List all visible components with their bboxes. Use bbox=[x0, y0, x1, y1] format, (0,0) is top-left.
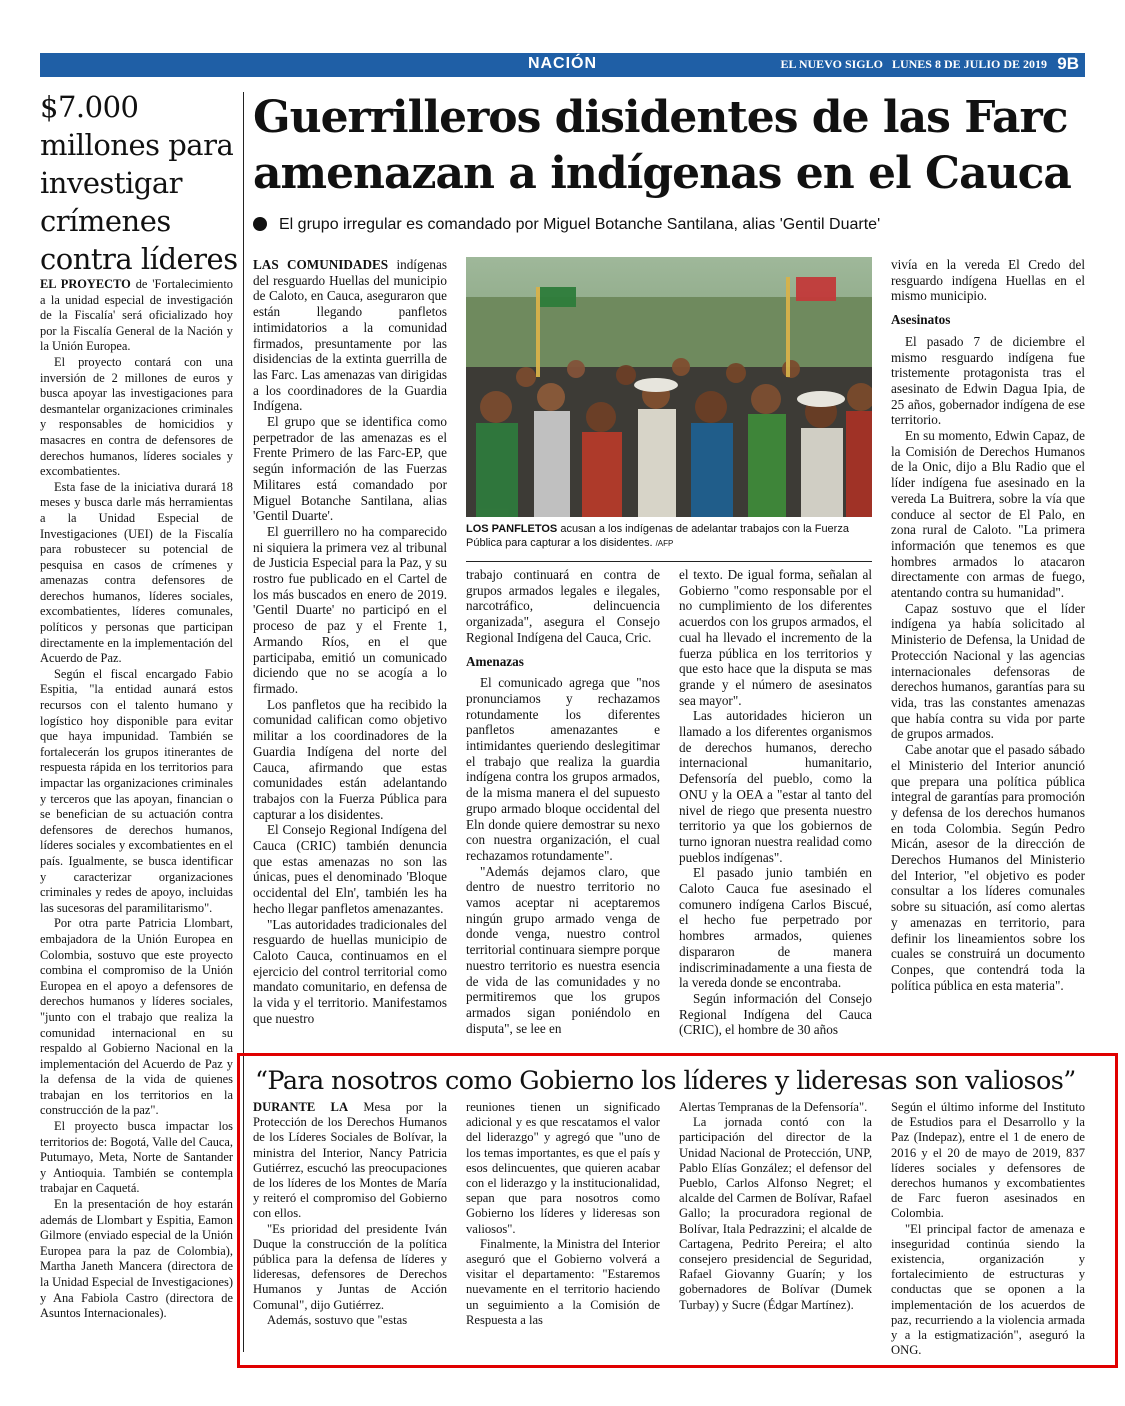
headline-line: Guerrilleros disidentes de las Farc bbox=[253, 92, 1068, 143]
caption-text: acusan a los indígenas de adelantar trabajos con la Fuerza Pública para capturar a los disidentes. bbox=[466, 523, 849, 549]
article-paragraph: "Además dejamos claro, que dentro de nuestro territorio no vamos aceptar ni aceptaremos ningún grupo armado venga de donde venga, nuestro control territorial continuara siempre porque nuestro territorio es nuestra esencia de vida de las comunidades y no permitiremos que los grupos armados sigan poniéndolo en disputa", se lee en bbox=[466, 863, 660, 1036]
page-header-bar bbox=[40, 53, 1085, 77]
sidebar-lead: EL PROYECTO bbox=[40, 277, 131, 291]
sidebar-paragraph: Según el fiscal encargado Fabio Espitia, "la entidad aunará estos recursos con el talento humano y logístico hoy disponible para evitar que haya impunidad. También se fortalecerán los grupos itinerantes de respuesta rápida en los territorios para impactar las organizaciones criminales y terceros que las apoyan, financian o se benefician de su actuación contra defensores de derechos humanos, líderes sociales y excombatientes en el país. Igualmente, se busca identificar y caracterizar organizaciones criminales y redes de apoyo, incluidas las sucesoras del paramilitarismo". bbox=[40, 666, 233, 915]
paper-name: EL NUEVO SIGLO bbox=[780, 57, 883, 71]
box-paragraph: "Es prioridad del presidente Iván Duque la construcción de la política pública para la defensa de líderes y lideresas, defensores de Derechos Humanos y Juntas de Acción Comunal", dijo Gutiérrez. bbox=[253, 1221, 447, 1312]
sidebar-paragraph: El proyecto contará con una inversión de 2 millones de euros y busca apoyar las investigaciones para desmantelar organizaciones criminales y responsables de homicidios y masacres en contra de defensores de derechos humanos, líderes sociales y excombatientes. bbox=[40, 354, 233, 479]
box-paragraph: Alertas Tempranas de la Defensoría". bbox=[679, 1100, 868, 1114]
main-subhead bbox=[253, 216, 1083, 234]
article-paragraph: El comunicado agrega que "nos pronunciamos y rechazamos rotundamente los diferentes panfletos amenazantes e intimidantes queriendo deslegitimar el trabajo que realiza la guardia indígena contra los grupos armados, de la misma manera el del supuesto grupo armado bloque occidental del Eln donde quiere demostrar su nexo con nuestra organización, el cual rechazamos rotundamente". bbox=[466, 675, 660, 863]
news-photo bbox=[466, 257, 872, 517]
article-paragraph: trabajo continuará en contra de grupos armados legales e ilegales, narcotráfico, delincuencia organizada", asegura el Consejo Regional Indígena del Cauca, Cric. bbox=[466, 567, 660, 645]
headline-line: amenazan a indígenas en el Cauca bbox=[253, 148, 1071, 199]
article-paragraph: Cabe anotar que el pasado sábado el Ministerio del Interior anunció que prepara una política pública integral de garantías para promoción y defensa de los derechos humanos en toda Colombia. Según Pedro Micán, asesor de la dirección de Derechos Humanos del Ministerio del Interior, "el objetivo es poder consultar a los líderes comunales sobre su situación, así como alertas y amenazas en territorio, para definir los lineamientos sobre los cuales se construirá un documento Conpes, que contendrá toda la política pública en esta materia". bbox=[891, 742, 1085, 993]
page-number: 9B bbox=[1057, 54, 1079, 73]
crowd-photo-image bbox=[466, 257, 872, 517]
box-paragraph: reuniones tienen un significado adicional y es que rescatamos el valor del liderazgo" y agregó que "uno de los temas importantes, es que el país y esos delincuentes, que quieren acabar con el liderazgo y la institucionalidad, sepan que para nosotros como Gobierno los líderes y lideresas son valiosos". bbox=[466, 1100, 660, 1236]
article-paragraph: Capaz sostuvo que el líder indígena ya había solicitado al Ministerio de Defensa, la Unidad de Protección Nacional y las agencias internacionales defensoras de derechos humanos, garantías para su vida, tras las constantes amenazas que había contra su vida por parte de grupos armados. bbox=[891, 600, 1085, 742]
sidebar-paragraph: Esta fase de la iniciativa durará 18 meses y busca darle más herramientas a la Unidad Especial de Investigaciones (UEI) de la Fiscalía para robustecer su potencial de pesquisa en casos de crímenes y amenazas contra defensores de derechos humanos, líderes sociales, excombatientes, líderes comunales, políticos y personas que participan directamente en la implementación del Acuerdo de Paz. bbox=[40, 479, 233, 666]
article-paragraph: El Consejo Regional Indígena del Cauca (CRIC) también denuncia que estas amenazas no son las únicas, pues el denominado 'Bloque occidental del Eln', también les ha hecho llegar panfletos amenazantes. bbox=[253, 822, 447, 916]
box-paragraph: "El principal factor de amenaza e inseguridad continúa siendo la existencia, organización y fortalecimiento de estructuras y conductas que se oponen a la implementación de los acuerdos de paz, recurriendo a la violencia armada y a la estigmatización", aseguró la ONG. bbox=[891, 1221, 1085, 1358]
sidebar-first-paragraph: de 'Fortalecimiento a la unidad especial de investigación de la Fiscalía' será oficializado hoy por la Fiscalía General de la Nación y la Unión Europea. bbox=[40, 277, 233, 354]
article-paragraph: En su momento, Edwin Capaz, de la Comisión de Derechos Humanos de la Onic, dijo a Blu Radio que el líder indígena fue asesinado en la vereda La Buitrera, sobre la vía que conduce al sector de El Palo, en zona rural de Caloto. "La primera información que tenemos es que hombres armados lo atacaron directamente con armas de fuego, atentando contra su humanidad". bbox=[891, 428, 1085, 601]
box-first-paragraph: Mesa por la Protección de los Derechos Humanos de los Líderes Sociales de Bolívar, la ministra del Interior, Nancy Patricia Gutiérrez, escuchó las preocupaciones de los líderes de los Montes de María y reiteró el compromiso del Gobierno con ellos. bbox=[253, 1100, 447, 1221]
sidebar-paragraph: El proyecto busca impactar los territorios de: Bogotá, Valle del Cauca, Putumayo, Meta, Norte de Santander y Antioquia. También se contempla trabajar en Caquetá. bbox=[40, 1119, 233, 1196]
photo-credit: /AFP bbox=[655, 539, 674, 548]
box-paragraph: Finalmente, la Ministra del Interior aseguró que el Gobierno volverá a visitar el departamento: "Estaremos nuevamente en el territorio haciendo un seguimiento a la Comisión de Respuesta a las bbox=[466, 1236, 660, 1327]
sidebar-paragraph: En la presentación de hoy estarán además de Llombart y Espitia, Eamon Gilmore (enviado especial de la Unión Europea para la paz de Colombia), Martha Janeth Mancera (directora de la Unidad Especial de Investigaciones) y Ana Fabiola Castro (directora de Asuntos Internacionales). bbox=[40, 1197, 233, 1321]
article-paragraph: vivía en la vereda El Credo del resguardo indígena Huellas en el mismo municipio. bbox=[891, 257, 1085, 304]
section-subtitle: Asesinatos bbox=[891, 312, 951, 328]
main-column-4 bbox=[891, 257, 1085, 993]
box-column-3 bbox=[679, 1100, 872, 1313]
box-column-1 bbox=[253, 1100, 447, 1328]
issue-date: LUNES 8 DE JULIO DE 2019 bbox=[891, 57, 1047, 71]
box-paragraph: La jornada contó con la participación del director de la Unidad Nacional de Protección, UNP, Pablo Elías González; el defensor del Pueblo, Carlos Alfonso Negret; el alcalde del Carmen de Bolívar, Rafael Gallo; la procuradora regional de Bolívar, Itala Pedrazzini; el alcalde de Cartagena, Pedrito Pereira; el alto consejero presidencial de Seguridad, Rafael Giovanny Guarín; y los gobernadores de Bolívar (Dumek Turbay) y Sucre (Édgar Martínez). bbox=[679, 1115, 872, 1312]
photo-caption bbox=[466, 522, 872, 551]
article-paragraph: Las autoridades hicieron un llamado a los diferentes organismos de derechos humanos, derecho internacional humanitario, Defensoría del pueblo, como la ONU y la OEA a "estar al tanto del nivel de riego que presenta nuestro territorio ya que los gobiernos de turno ignoran nuestra realidad como pueblos indígenas". bbox=[679, 708, 872, 865]
article-paragraph: "Las autoridades tradicionales del resguardo de huellas municipio de Caloto Cauca, continuamos en el ejercicio del control territorial como mandato comunitario, en defensa de la vida y el territorio. Manifestamos que nuestro bbox=[253, 916, 447, 1026]
main-column-3 bbox=[679, 567, 872, 1038]
sidebar-paragraph: Por otra parte Patricia Llombart, embajadora de la Unión Europea en Colombia, sostuvo que este proyecto combina el compromiso de la Unión Europea en el apoyo a defensores de derechos humanos y líderes sociales, "junto con el trabajo que realiza la comunidad internacional en su respaldo al Gobierno Nacional en la implementación del Acuerdo de Paz y la defensa de la vida de quienes trabajan en los territorios en la construcción de la paz". bbox=[40, 916, 233, 1118]
article-paragraph: El pasado junio también en Caloto Cauca fue asesinado el comunero indígena Carlos Biscué, el hecho fue perpetrado por hombres armados, quienes dispararon de manera indiscriminadamente a una fiesta de la vereda donde se encontraba. bbox=[679, 865, 872, 991]
article-paragraph: El guerrillero no ha comparecido ni siquiera la primera vez al tribunal de Justicia Especial para la Paz, y su rostro fue publicado en el Cartel de los más buscados en enero de 2019. 'Gentil Duarte' no participó en el proceso de paz y el Frente 1, Armando Ríos, en el que participaba, emitió un comunicado diciendo que no se acogía a lo firmado. bbox=[253, 523, 447, 696]
section-subtitle: Amenazas bbox=[466, 653, 524, 669]
bullet-icon bbox=[253, 217, 267, 231]
article-paragraph: El pasado 7 de diciembre el mismo resguardo indígena fue tristemente protagonista tras el asesinato de Edwin Dagua Ipia, de 25 años, gobernador indígena de ese territorio. bbox=[891, 333, 1085, 428]
article-first-paragraph: indígenas del resguardo Huellas del municipio de Caloto, en Cauca, aseguraron que están llegando panfletos intimidatorios a la comunidad firmados, presuntamente por las disidencias de la extinta guerrilla de las Farc. Las amenazas van dirigidas a los coordinadores de la Guardia Indígena. bbox=[253, 257, 447, 414]
article-paragraph: Según información del Consejo Regional Indígena del Cauca (CRIC), el hombre de 30 años bbox=[679, 990, 872, 1038]
subhead-text: El grupo irregular es comandado por Miguel Botanche Santilana, alias 'Gentil Duarte' bbox=[279, 216, 881, 233]
box-column-2 bbox=[466, 1100, 660, 1328]
main-headline bbox=[253, 90, 1083, 202]
article-lead: LAS COMUNIDADES bbox=[253, 257, 389, 272]
caption-divider bbox=[466, 561, 872, 562]
main-column-2 bbox=[466, 567, 660, 1036]
box-headline: “Para nosotros como Gobierno los líderes y lideresas son valiosos” bbox=[255, 1066, 1076, 1096]
caption-lead: LOS PANFLETOS bbox=[466, 523, 558, 535]
masthead-date bbox=[781, 57, 1048, 72]
article-paragraph: El grupo que se identifica como perpetrador de las amenazas es el Frente Primero de las Farc-EP, que según información de las Fuerzas Militares está comandado por Miguel Botanche Santilana, alias 'Gentil Duarte'. bbox=[253, 414, 447, 524]
sidebar-headline: $7.000 millones para investigar crímenes contra líderes bbox=[40, 90, 238, 276]
section-name: NACIÓN bbox=[527, 55, 598, 72]
box-column-4 bbox=[891, 1100, 1085, 1358]
box-lead: DURANTE LA bbox=[253, 1100, 349, 1114]
article-paragraph: Los panfletos que ha recibido la comunidad califican como objetivo militar a los coordinadores de la Guardia Indígena del norte del Cauca, afirmando que estas comunidades están adelantando trabajos con la Fuerza Pública para capturar a los disidentes. bbox=[253, 696, 447, 822]
sidebar-article bbox=[40, 277, 233, 1322]
article-paragraph: el texto. De igual forma, señalan al Gobierno "como responsable por el no cumplimiento de los diferentes acuerdos con los grupos armados, el cual ha llevado el incremento de la fuerza pública en los territorios y que esto hace que la disputa se mas grande y el número de asesinatos sea mayor". bbox=[679, 567, 872, 708]
main-column-1 bbox=[253, 257, 447, 1026]
box-paragraph: Además, sostuvo que "estas bbox=[267, 1312, 408, 1327]
box-paragraph: Según el último informe del Instituto de Estudios para el Desarrollo y la Paz (Indepaz), entre el 1 de enero de 2016 y el 20 de mayo de 2019, 837 líderes sociales y defensores de derechos humanos y excombatientes de Farc fueron asesinados en Colombia. bbox=[891, 1100, 1085, 1221]
